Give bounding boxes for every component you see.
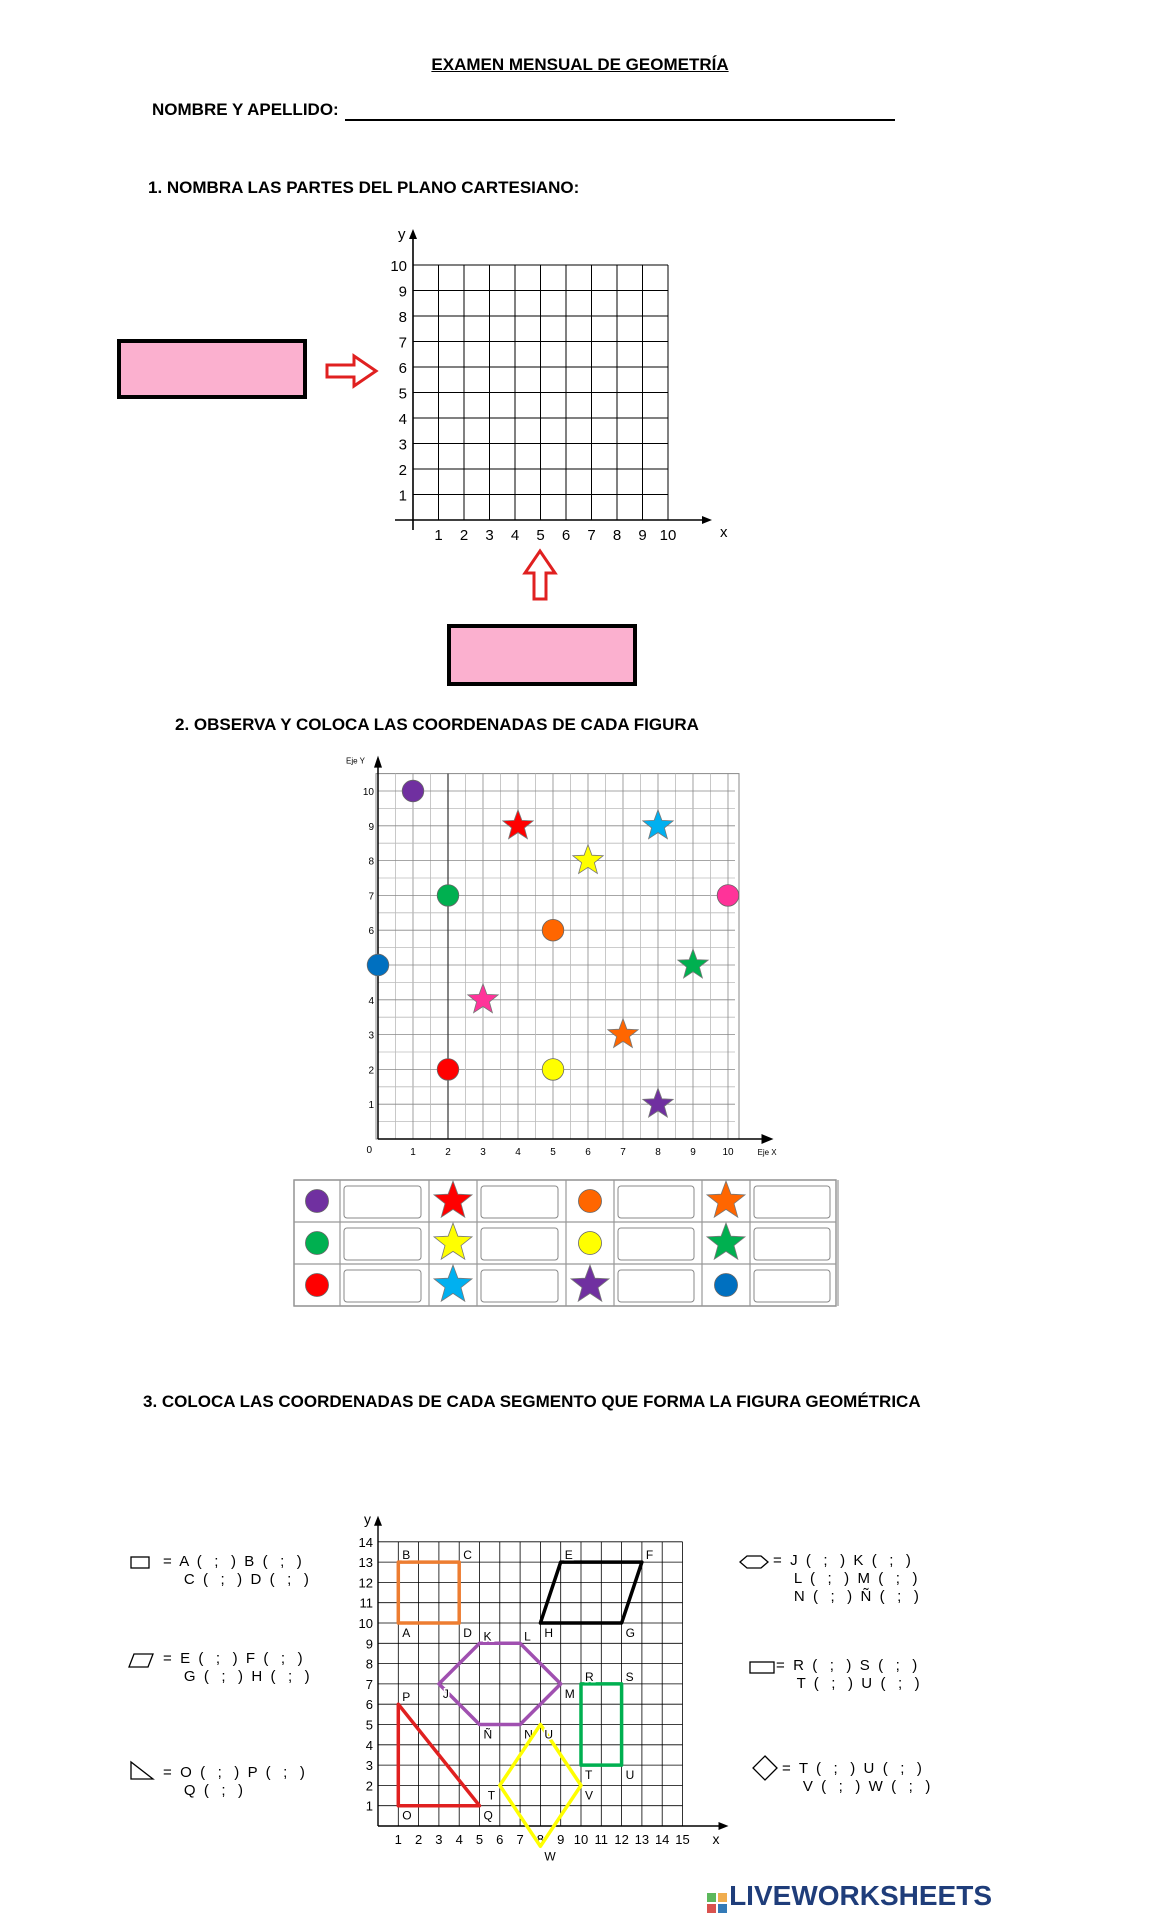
vertex-label: T [585,1768,593,1783]
circle-shape [542,1059,564,1081]
arrow-right-icon [324,352,380,390]
x-tick-label: 1 [410,1147,416,1158]
eq-hexagon-line2: L ( ; ) M ( ; ) [773,1570,918,1587]
x-tick-label: 7 [587,527,596,544]
x-tick-label: 6 [561,527,571,544]
x-axis-label: x [720,524,728,541]
y-axis-label: y [364,1510,371,1527]
x-tick-label: 5 [536,527,545,544]
y-tick-label: 6 [365,1697,373,1713]
eq-triangle-line2: Q ( ; ) [163,1782,244,1799]
vertex-label: G [625,1626,635,1640]
vertex-label: Q [483,1808,493,1823]
y-tick-label: 3 [365,1758,373,1774]
x-tick-label: 12 [614,1832,629,1847]
circle-shape [305,1231,328,1254]
y-tick-label: 10 [362,787,374,798]
eq-square-line1: = A ( ; ) B ( ; ) [163,1553,302,1570]
logo-icon [707,1888,727,1908]
vertex-label: U [625,1768,635,1783]
rectangle-icon [748,1659,778,1677]
x-tick-label: 1 [394,1832,402,1847]
logo-text: LIVEWORKSHEETS [729,1880,992,1911]
y-tick-label: 6 [398,360,407,377]
coordinate-answer-box [481,1186,558,1218]
y-tick-label: 1 [398,487,407,505]
answer-box-y-axis[interactable] [117,339,307,399]
vertex-label: S [625,1669,634,1684]
x-axis-label: Eje X [757,1148,777,1157]
circle-shape [305,1189,328,1212]
vertex-label: H [544,1626,554,1640]
coordinate-answer-box [481,1270,558,1302]
vertex-label: M [564,1686,575,1701]
x-tick-label: 7 [620,1147,626,1158]
y-tick-label: 9 [365,1636,373,1652]
x-tick-label: 4 [510,527,520,544]
vertex-label: Ñ [483,1727,493,1742]
coordinates-grid-2 [340,756,777,1160]
y-tick-label: 13 [358,1555,373,1571]
x-tick-label: 4 [455,1832,463,1847]
y-tick-label: 7 [365,1676,373,1692]
coordinate-answer-box [754,1186,830,1218]
x-tick-label: 6 [585,1147,591,1158]
eq-hexagon-line3: N ( ; ) Ñ ( ; ) [773,1588,919,1605]
vertex-label: O [402,1808,412,1823]
vertex-label: D [463,1626,472,1640]
eq-parallelogram-line2: G ( ; ) H ( ; ) [163,1668,310,1685]
circle-shape [542,919,564,941]
vertex-label: A [402,1626,411,1640]
eq-square-line2: C ( ; ) D ( ; ) [163,1571,309,1588]
y-tick-label: 8 [398,309,407,326]
x-arrow [719,1822,729,1830]
y-tick-label: 7 [398,334,407,352]
x-tick-label: 14 [654,1832,670,1847]
x-tick-label: 9 [690,1147,696,1158]
vertex-label: N [524,1727,533,1742]
origin-label: 0 [366,1145,372,1156]
vertex-label: J [442,1686,449,1701]
eq-hexagon-line1: = J ( ; ) K ( ; ) [773,1552,911,1569]
x-axis-label: x [712,1831,720,1847]
x-tick-label: 2 [459,527,469,544]
coordinate-answer-box [754,1270,830,1302]
x-tick-label: 7 [516,1832,524,1847]
x-tick-label: 9 [638,527,647,544]
y-arrow [374,1516,382,1526]
coordinate-answer-box [481,1228,558,1260]
vertex-label: C [463,1548,472,1563]
circle-shape [437,885,459,907]
y-tick-label: 2 [398,462,407,479]
coordinate-answer-box [344,1270,421,1302]
x-tick-label: 10 [573,1832,589,1847]
parallelogram-icon [122,1652,156,1670]
vertex-label: W [544,1849,556,1864]
vertex-label: K [483,1629,492,1644]
y-tick-label: 11 [359,1595,373,1611]
x-tick-label: 2 [445,1147,451,1158]
parallelogram-figure [540,1562,642,1623]
coordinate-answer-box [618,1270,694,1302]
y-tick-label: 3 [398,436,407,454]
y-tick-label: 7 [368,891,374,903]
square-figure [398,1562,459,1623]
x-tick-label: 13 [634,1832,650,1847]
x-tick-label: 8 [612,527,622,544]
figures-grid-3 [350,1496,750,1866]
x-arrow [702,516,712,524]
circle-shape [717,885,739,907]
x-tick-label: 4 [515,1147,521,1158]
y-tick-label: 1 [365,1798,373,1814]
circle-shape [437,1059,459,1081]
exam-title: EXAMEN MENSUAL DE GEOMETRÍA [431,55,729,74]
vertex-label: V [585,1788,594,1803]
question-2: 2. OBSERVA Y COLOCA LAS COORDENADAS DE CADA FIGURA [175,715,699,734]
y-tick-label: 1 [368,1100,374,1112]
x-tick-label: 2 [414,1832,423,1847]
y-arrow [409,229,417,239]
y-tick-label: 8 [368,856,374,868]
answer-box-x-axis[interactable] [447,624,637,686]
coordinate-answer-box [344,1186,421,1218]
vertex-label: R [585,1669,594,1684]
x-tick-label: 3 [485,527,494,544]
liveworksheets-logo [707,1880,992,1912]
x-tick-label: 5 [550,1147,556,1158]
y-tick-label: 9 [398,283,407,301]
rhombus-icon [752,1754,780,1782]
y-tick-label: 4 [368,995,374,1007]
eq-parallelogram-line1: = E ( ; ) F ( ; ) [163,1650,303,1667]
y-tick-label: 2 [368,1065,374,1077]
name-line [345,119,895,121]
coordinate-answer-box [344,1228,421,1260]
vertex-label: L [524,1629,531,1644]
y-arrow [374,756,382,768]
coordinate-answer-box [618,1186,694,1218]
circle-shape [402,780,424,802]
eq-rectangle-line2: T ( ; ) U ( ; ) [776,1675,920,1692]
x-tick-label: 3 [435,1832,443,1847]
x-tick-label: 1 [434,527,443,544]
y-tick-label: 9 [368,821,374,833]
vertex-label: T [487,1788,496,1803]
x-tick-label: 11 [594,1832,609,1847]
coordinate-answer-box [754,1228,830,1260]
x-tick-label: 8 [655,1147,661,1158]
vertex-label: P [402,1690,411,1705]
y-tick-label: 2 [365,1778,373,1794]
x-tick-label: 3 [480,1147,486,1158]
y-tick-label: 4 [398,411,407,428]
vertex-label: F [645,1548,654,1563]
y-tick-label: 10 [358,1616,373,1631]
cartesian-plane-1 [360,220,730,544]
circle-shape [578,1231,601,1254]
x-tick-label: 6 [496,1832,504,1847]
y-tick-label: 14 [358,1534,373,1550]
coordinate-answer-box [618,1228,694,1260]
y-axis-label: Eje Y [346,756,365,766]
rectangle-icon [129,1555,153,1571]
vertex-label: B [402,1548,411,1563]
y-tick-label: 5 [365,1717,373,1733]
y-tick-label: 5 [398,385,407,403]
vertex-label: E [564,1548,573,1563]
y-tick-label: 6 [368,926,374,938]
coordinates-table [293,1179,837,1309]
question-1: 1. NOMBRA LAS PARTES DEL PLANO CARTESIANO: [148,178,580,197]
triangle-icon [127,1760,157,1782]
y-tick-label: 12 [358,1575,373,1591]
eq-triangle-line1: = O ( ; ) P ( ; ) [163,1764,305,1781]
x-tick-label: 8 [536,1832,545,1847]
x-tick-label: 5 [475,1832,484,1847]
x-tick-label: 15 [675,1832,690,1847]
eq-rhombus-line2: V ( ; ) W ( ; ) [782,1778,931,1795]
question-3: 3. COLOCA LAS COORDENADAS DE CADA SEGMENTO QUE FORMA LA FIGURA GEOMÉTRICA [143,1392,921,1411]
circle-shape [367,954,389,976]
y-tick-label: 3 [368,1030,374,1042]
x-tick-label: 10 [659,527,677,544]
eq-rhombus-line1: = T ( ; ) U ( ; ) [782,1760,922,1777]
circle-shape [305,1273,328,1296]
y-tick-label: 4 [365,1737,373,1753]
x-arrow [762,1134,774,1144]
y-axis-label: y [398,226,406,243]
y-tick-label: 8 [365,1656,373,1672]
hexagon-icon [738,1554,772,1572]
circle-shape [714,1273,737,1296]
x-tick-label: 9 [557,1832,565,1847]
name-label: NOMBRE Y APELLIDO: [152,100,339,119]
y-tick-label: 10 [390,258,407,275]
arrow-up-icon [520,547,560,603]
circle-shape [578,1189,601,1212]
x-tick-label: 10 [722,1147,734,1158]
vertex-label: U [544,1727,554,1742]
eq-rectangle-line1: = R ( ; ) S ( ; ) [776,1657,918,1674]
